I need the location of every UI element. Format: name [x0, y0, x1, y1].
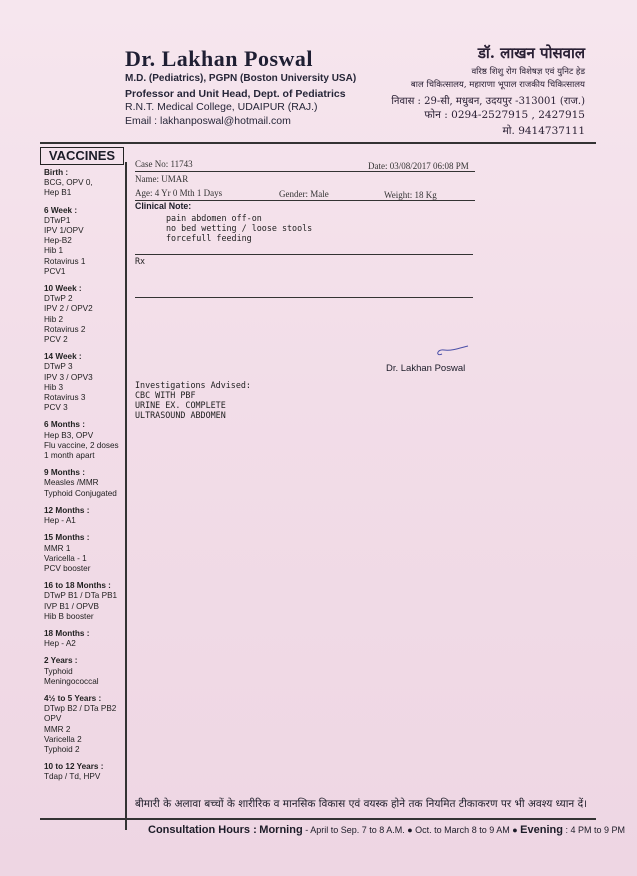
vaccine-item: Hep B1 [44, 188, 72, 198]
vaccine-item: DTwP 2 [44, 294, 73, 304]
vaccine-item: Rotavirus 2 [44, 324, 86, 334]
vaccine-item: Flu vaccine, 2 doses [44, 440, 119, 450]
vaccine-item: 1 month apart [44, 451, 95, 461]
hindi-mobile: मो. 9414737111 [502, 125, 585, 137]
vaccine-group-title: 14 Week : [44, 352, 82, 362]
evening-label: Evening [520, 824, 563, 836]
vaccine-item: OPV [44, 714, 62, 724]
vaccine-schedule [44, 168, 126, 790]
vaccine-group-title: Birth : [44, 168, 69, 177]
vaccine-group [44, 468, 126, 499]
vaccine-item: Hep - A2 [44, 639, 76, 649]
clinical-divider [135, 254, 473, 255]
vaccine-group-title: 10 Week : [44, 284, 82, 294]
case-divider [135, 171, 475, 172]
vaccine-item: IPV 1/OPV [44, 226, 84, 236]
hindi-phone: फोन : 0294-2527915 , 2427915 [424, 109, 585, 121]
doctor-email: Email : lakhanposwal@hotmail.com [125, 115, 291, 127]
vaccine-item: DTwP1 [44, 215, 71, 225]
vaccine-group [44, 420, 126, 461]
vaccine-group [44, 762, 126, 782]
vaccine-item: PCV 2 [44, 335, 68, 345]
vaccine-group-title: 12 Months : [44, 505, 90, 515]
clinical-note-line: forcefull feeding [166, 233, 252, 243]
footer-divider [40, 818, 596, 820]
patient-age: Age: 4 Yr 0 Mth 1 Days [135, 188, 223, 198]
vaccine-group [44, 206, 126, 277]
vaccine-item: Hib 2 [44, 314, 64, 324]
hindi-hospital: बाल चिकित्सालय, महाराणा भूपाल राजकीय चिकित्सालय [410, 80, 585, 90]
vaccine-item: IPV 2 / OPV2 [44, 304, 93, 314]
vaccine-item: DTwP 3 [44, 362, 73, 372]
vaccine-item: BCG, OPV 0, [44, 178, 93, 188]
vaccine-item: Measles /MMR [44, 478, 99, 488]
doctor-degrees: M.D. (Pediatrics), PGPN (Boston University USA) [125, 73, 357, 84]
hindi-doctor-name: डॉ. लाखन पोसवाल [477, 44, 585, 62]
vaccine-item: Meningococcal [44, 676, 99, 686]
patient-weight: Weight: 18 Kg [384, 190, 437, 200]
consultation-hours [148, 824, 625, 836]
vaccine-group-title: 15 Months : [44, 533, 90, 543]
clinical-note-line: no bed wetting / loose stools [166, 223, 313, 233]
morning-label: Morning [259, 824, 303, 836]
vaccine-item: Hib B booster [44, 611, 94, 621]
vaccine-item: Typhoid 2 [44, 744, 80, 754]
vaccine-group [44, 694, 126, 755]
vaccine-group-title: 18 Months : [44, 628, 90, 638]
clinical-note-body [166, 213, 312, 243]
vaccine-group-title: 10 to 12 Years : [44, 762, 104, 772]
vaccine-item: IPV 3 / OPV3 [44, 372, 93, 382]
college-name: R.N.T. Medical College, UDAIPUR (RAJ.) [125, 101, 318, 113]
vaccine-group-title: 6 Week : [44, 205, 78, 215]
investigations-title: Investigations Advised: [135, 380, 251, 390]
vaccine-item: Hep - A1 [44, 516, 76, 526]
sidebar-divider [125, 162, 127, 830]
header-divider [40, 142, 596, 144]
rx-label: Rx [135, 256, 146, 266]
vaccine-item: Typhoid [44, 666, 73, 676]
clinical-note-line: pain abdomen off-on [166, 213, 262, 223]
case-number: Case No: 11743 [135, 159, 193, 169]
vaccine-item: Rotavirus 1 [44, 256, 86, 266]
vaccine-item: IVP B1 / OPVB [44, 601, 99, 611]
vaccine-group [44, 629, 126, 649]
vaccine-group [44, 533, 126, 574]
vaccine-item: MMR 2 [44, 724, 71, 734]
morning-hours: - April to Sep. 7 to 8 A.M. ● Oct. to March 8 to 9 AM ● [302, 825, 521, 835]
doctor-name: Dr. Lakhan Poswal [125, 46, 314, 71]
vaccine-item: Hep B3, OPV [44, 430, 94, 440]
vaccines-title: VACCINES [40, 147, 124, 165]
clinical-note-title: Clinical Note: [135, 201, 192, 211]
footer-hindi-note: बीमारी के अलावा बच्चों के शारीरिक व मानसिक विकास एवं वयस्क होने तक नियमित टीकाकरण पर भी अवश्य ध्यान दें। [135, 798, 588, 810]
hindi-designation: वरिष्ठ शिशु रोग विशेषज्ञ एवं युनिट हेड [471, 67, 585, 77]
vaccine-item: MMR 1 [44, 543, 71, 553]
patient-gender: Gender: Male [279, 189, 329, 199]
investigations [135, 380, 251, 420]
vaccine-item: Hep-B2 [44, 236, 72, 246]
visit-date: Date: 03/08/2017 06:08 PM [368, 161, 469, 171]
vaccine-item: Varicella 2 [44, 734, 82, 744]
vaccine-item: Tdap / Td, HPV [44, 772, 101, 782]
hours-label: Consultation Hours : [148, 824, 257, 836]
vaccine-group-title: 2 Years : [44, 656, 78, 666]
vaccine-group-title: 6 Months : [44, 420, 85, 430]
vaccine-group [44, 284, 126, 345]
vaccine-item: DTwp B2 / DTa PB2 [44, 704, 117, 714]
vaccine-item: Hib 3 [44, 382, 64, 392]
investigation-item: ULTRASOUND ABDOMEN [135, 410, 226, 420]
vaccine-item: Varicella - 1 [44, 553, 87, 563]
investigation-item: CBC WITH PBF [135, 390, 196, 400]
rx-divider [135, 297, 473, 298]
investigation-item: URINE EX. COMPLETE [135, 400, 226, 410]
vaccine-item: PCV booster [44, 563, 91, 573]
signature-scribble [430, 345, 470, 361]
vaccine-group [44, 352, 126, 413]
doctor-position: Professor and Unit Head, Dept. of Pediatrics [125, 88, 346, 100]
vaccine-group [44, 581, 126, 622]
vaccine-group-title: 9 Months : [44, 468, 85, 478]
vaccine-item: PCV 3 [44, 403, 68, 413]
vaccine-item: DTwP B1 / DTa PB1 [44, 591, 118, 601]
hindi-address: निवास : 29-सी, मधुबन, उदयपुर -313001 (राज.) [391, 96, 585, 107]
vaccine-item: Typhoid Conjugated [44, 488, 117, 498]
vaccine-group [44, 656, 126, 687]
evening-hours: : 4 PM to 9 PM [562, 825, 625, 835]
vaccine-item: Rotavirus 3 [44, 393, 86, 403]
vaccine-item: Hib 1 [44, 246, 64, 256]
vaccine-group-title: 16 to 18 Months : [44, 581, 111, 591]
vaccine-group [44, 506, 126, 526]
vaccine-group-title: 4½ to 5 Years : [44, 693, 102, 703]
vaccine-item: PCV1 [44, 266, 66, 276]
signature-name: Dr. Lakhan Poswal [386, 363, 466, 374]
vaccine-group [44, 168, 126, 199]
patient-name: Name: UMAR [135, 174, 189, 184]
